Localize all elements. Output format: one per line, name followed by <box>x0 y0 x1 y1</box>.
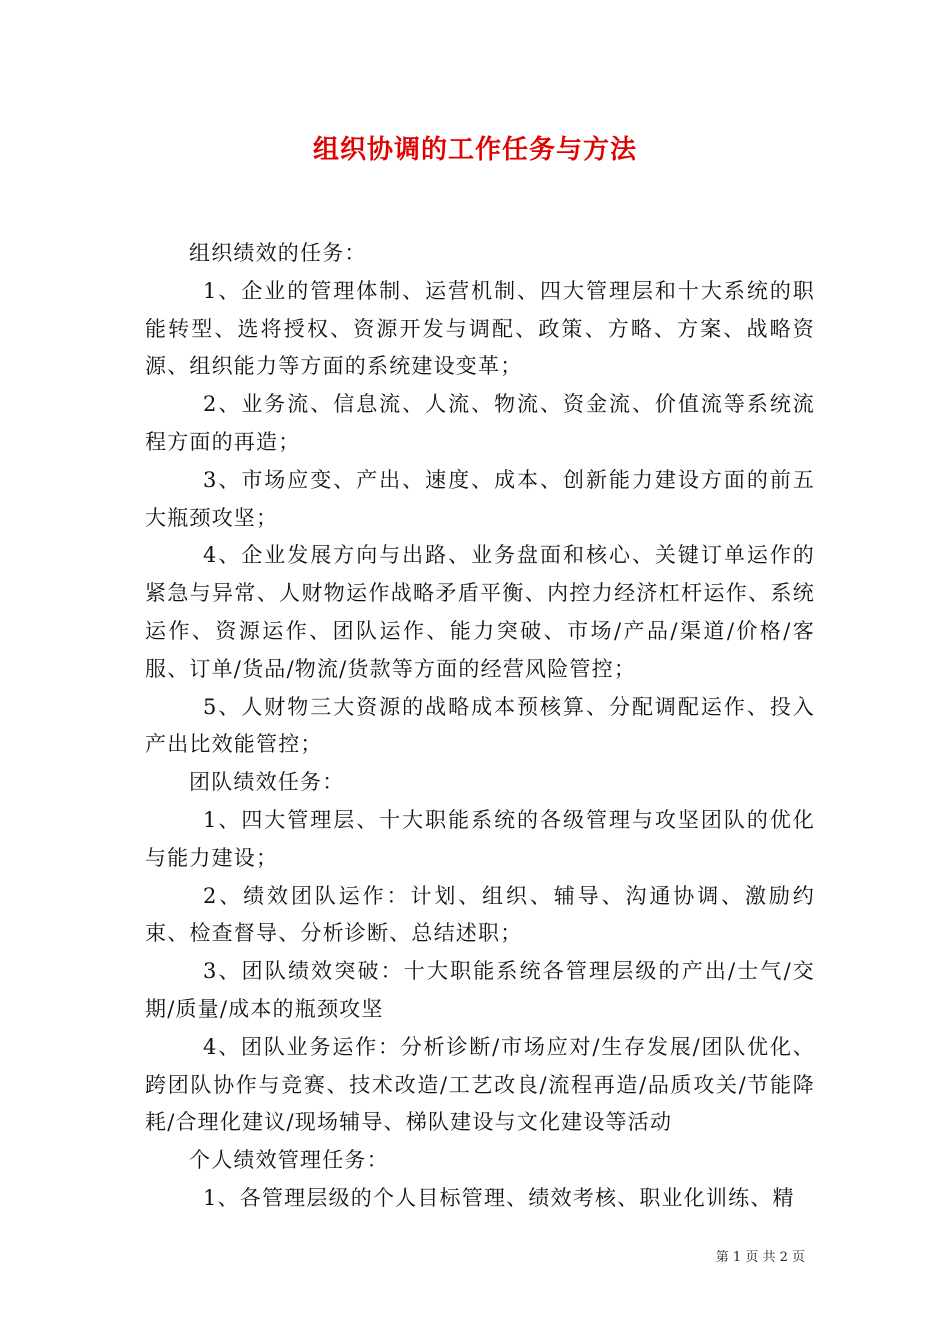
section-heading: 组织绩效的任务： <box>189 241 367 265</box>
list-item: 5、人财物三大资源的战略成本预核算、分配调配运作、投入产出比效能管控； <box>145 694 815 757</box>
page-title: 组织协调的工作任务与方法 <box>312 135 637 165</box>
section-heading: 团队绩效任务： <box>189 770 345 795</box>
list-item: 1、四大管理层、十大职能系统的各级管理与攻坚团队的优化与能力建设； <box>145 807 815 870</box>
list-item: 3、团队绩效突破：十大职能系统各管理层级的产出/士气/交期/质量/成本的瓶颈攻坚 <box>145 959 815 1021</box>
list-item: 3、市场应变、产出、速度、成本、创新能力建设方面的前五大瓶颈攻坚； <box>145 467 815 530</box>
list-item: 4、团队业务运作：分析诊断/市场应对/生存发展/团队优化、跨团队协作与竞赛、技术改造/工艺改良/流程再造/品质攻关/节能降耗/合理化建议/现场辅导、梯队建设与文化建设等活动 <box>145 1034 815 1135</box>
document-body <box>145 235 815 1218</box>
list-item: 1、企业的管理体制、运营机制、四大管理层和十大系统的职能转型、选将授权、资源开发与调配、政策、方略、方案、战略资源、组织能力等方面的系统建设变革； <box>145 278 815 379</box>
list-item: 2、绩效团队运作：计划、组织、辅导、沟通协调、激励约束、检查督导、分析诊断、总结述职； <box>145 883 815 946</box>
section-heading: 个人绩效管理任务： <box>189 1148 389 1173</box>
page-footer: 第 1 页 共 2 页 <box>715 1250 805 1265</box>
list-item: 2、业务流、信息流、人流、物流、资金流、价值流等系统流程方面的再造； <box>145 392 815 454</box>
list-item: 4、企业发展方向与出路、业务盘面和核心、关键订单运作的紧急与异常、人财物运作战略矛盾平衡、内控力经济杠杆运作、系统运作、资源运作、团队运作、能力突破、市场/产品/渠道/价格/客服、订单/货品/物流/货款等方面的经营风险管控； <box>145 543 815 681</box>
list-item: 1、各管理层级的个人目标管理、绩效考核、职业化训练、精 <box>203 1185 795 1210</box>
